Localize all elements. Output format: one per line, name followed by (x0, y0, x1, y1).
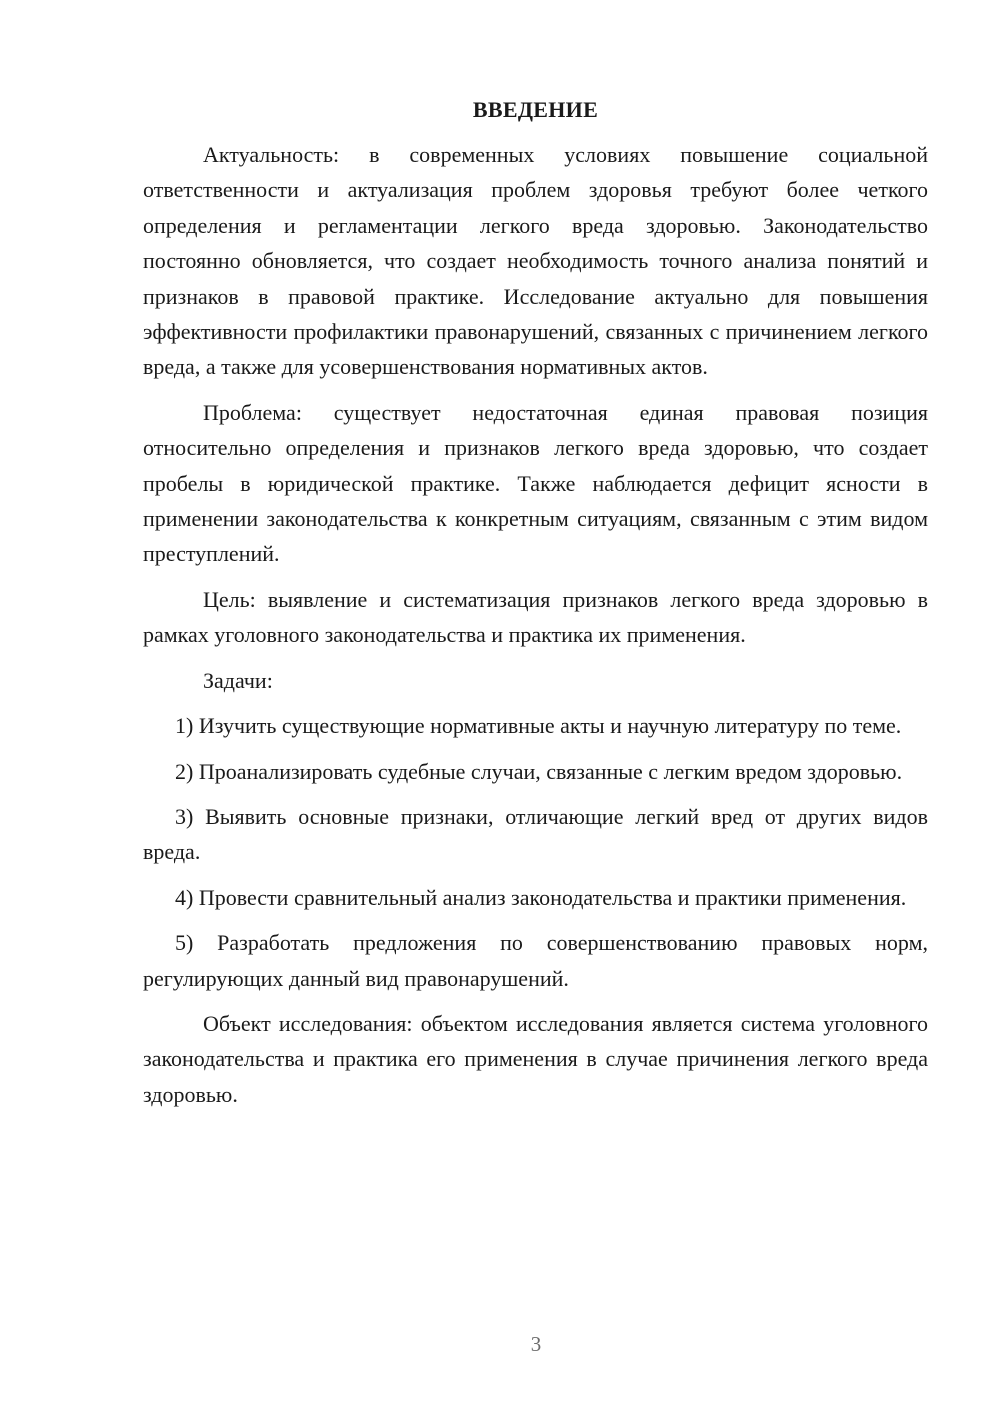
page-number: 3 (530, 1332, 542, 1356)
page-content (143, 92, 928, 1112)
section-heading: ВВЕДЕНИЕ (472, 97, 599, 122)
paragraph-goal: Цель: выявление и систематизация признаков легкого вреда здоровью в рамках уголовного законодательства и практика их применения. (143, 586, 928, 648)
task-item: 2) Проанализировать судебные случаи, связанные с легким вредом здоровью. (175, 758, 903, 784)
task-item: 5) Разработать предложения по совершенствованию правовых норм, регулирующих данный вид правонарушений. (143, 930, 928, 991)
task-item: 1) Изучить существующие нормативные акты и научную литературу по теме. (175, 713, 902, 739)
paragraph-object: Объект исследования: объектом исследования является система уголовного законодательства и практика его применения в случае причинения легкого вреда здоровью. (143, 1010, 928, 1107)
paragraph-relevance: Актуальность: в современных условиях повышение социальной ответственности и актуализация проблем здоровья требуют более четкого определения и регламентации легкого вреда здоровью. Законодательство постоянно обновляется, что создает необходимость точного анализа понятий и признаков в правовой практике. Исследование актуально для повышения эффективности профилактики правонарушений, связанных с причинением легкого вреда, а также для усовершенствования нормативных актов. (143, 142, 928, 380)
task-item: 3) Выявить основные признаки, отличающие легкий вред от других видов вреда. (143, 803, 928, 865)
task-item: 4) Провести сравнительный анализ законодательства и практики применения. (175, 884, 907, 910)
tasks-heading: Задачи: (203, 667, 273, 693)
paragraph-problem: Проблема: существует недостаточная единая правовая позиция относительно определения и признаков легкого вреда здоровью, что создает пробелы в юридической практике. Также наблюдается дефицит ясности в применении законодательства к конкретным ситуациям, связанным с этим видом преступлений. (143, 399, 928, 567)
